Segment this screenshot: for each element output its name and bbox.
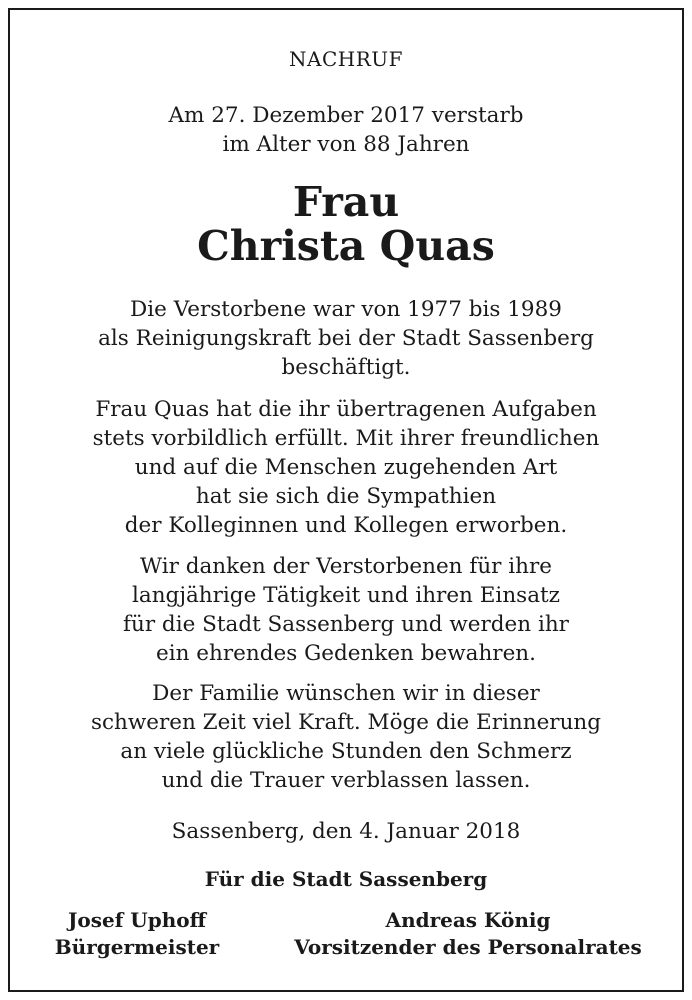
text-line: beschäftigt. [281,355,411,380]
name-salutation: Frau [292,178,400,226]
paragraph-condolence [0,679,692,795]
place-date: Sassenberg, den 4. Januar 2018 [171,819,521,844]
signatory-mayor [22,907,252,961]
text-line: für die Stadt Sassenberg und werden ihr [123,612,569,637]
text-line: schweren Zeit viel Kraft. Möge die Erinnerung [90,710,602,735]
signatory-title: Vorsitzender des Personalrates [294,935,642,959]
intro-line: Am 27. Dezember 2017 verstarb [168,103,524,128]
signatory-name: Andreas König [385,908,551,932]
text-line: der Kolleginnen und Kollegen erworben. [124,513,568,538]
text-line: und auf die Menschen zugehenden Art [134,455,558,480]
on-behalf-line: Für die Stadt Sassenberg [204,867,488,891]
text-line: an viele glückliche Stunden den Schmerz [120,739,572,764]
text-line: stets vorbildlich erfüllt. Mit ihrer freundlichen [92,426,600,451]
text-line: als Reinigungskraft bei der Stadt Sassenberg [98,326,594,351]
signatory-title: Bürgermeister [54,935,220,959]
text-line: Wir danken der Verstorbenen für ihre [140,554,552,579]
text-line: ein ehrendes Gedenken bewahren. [156,641,536,666]
name-full: Christa Quas [197,222,495,270]
intro-line: im Alter von 88 Jahren [222,132,470,157]
intro-text [0,101,692,159]
text-line: Die Verstorbene war von 1977 bis 1989 [130,297,562,322]
text-line: Der Familie wünschen wir in dieser [152,681,540,706]
deceased-name [0,180,692,268]
paragraph-thanks [0,552,692,668]
text-line: und die Trauer verblassen lassen. [161,768,531,793]
signatory-staff-council [268,907,668,961]
paragraph-employment [0,295,692,382]
text-line: hat sie sich die Sympathien [195,484,497,509]
paragraph-tribute [0,395,692,540]
notice-heading: NACHRUF [289,47,403,71]
signatory-name: Josef Uphoff [67,908,207,932]
text-line: Frau Quas hat die ihr übertragenen Aufgaben [95,397,597,422]
text-line: langjährige Tätigkeit und ihren Einsatz [132,583,560,608]
